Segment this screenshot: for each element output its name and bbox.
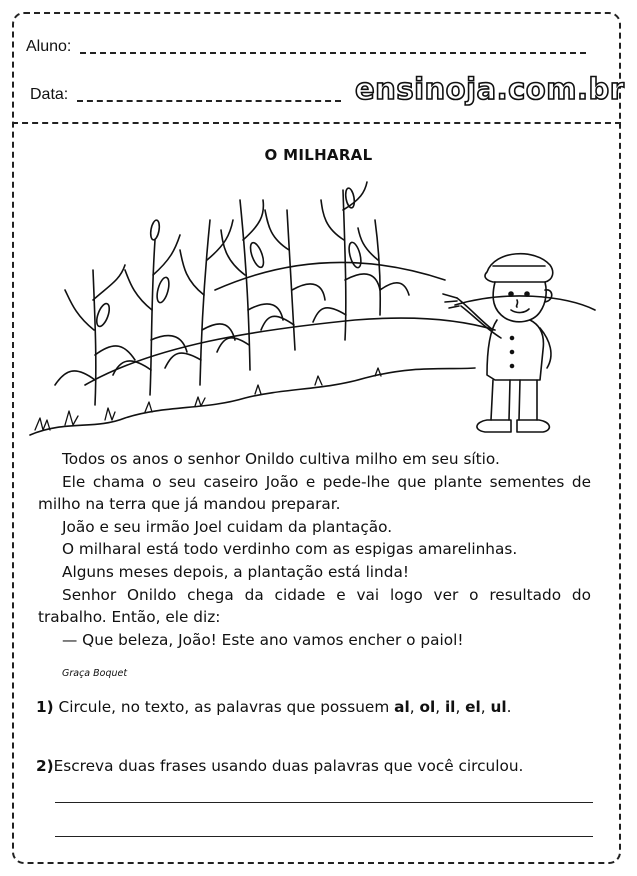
- student-name-field[interactable]: [80, 52, 586, 54]
- period: .: [506, 698, 512, 716]
- story-paragraph: Todos os anos o senhor Onildo cultiva milho em seu sítio.: [62, 450, 500, 468]
- story-paragraph: O milharal está todo verdinho com as espigas amarelinhas.: [62, 540, 518, 559]
- brand-logo: ensinoja.com.br: [355, 72, 625, 106]
- student-label: Aluno:: [26, 38, 72, 55]
- story-paragraph: Alguns meses depois, a plantação está linda!: [62, 562, 409, 581]
- syllable-ul: ul: [490, 698, 507, 716]
- story-paragraph: Ele chama o seu caseiro João e pede-lhe que plante sementes de milho na terra que já mandou preparar.: [38, 472, 591, 514]
- header-divider: [12, 122, 621, 124]
- separator: ,: [455, 698, 466, 716]
- hill-line-right: [455, 296, 595, 310]
- question-2: [36, 757, 523, 775]
- answer-line[interactable]: [55, 836, 593, 837]
- story-paragraph: João e seu irmão Joel cuidam da plantação.: [62, 517, 393, 536]
- syllable-il: il: [444, 698, 456, 716]
- separator: ,: [480, 698, 491, 716]
- separator: ,: [409, 698, 420, 716]
- date-field[interactable]: [77, 100, 341, 102]
- farmer-boy: [443, 254, 553, 432]
- answer-line[interactable]: [55, 802, 593, 803]
- author-credit: Graça Boquet: [62, 668, 128, 679]
- syllable-el: el: [465, 698, 481, 716]
- question-text: Escreva duas frases usando duas palavras que você circulou.: [53, 757, 524, 775]
- syllable-ol: ol: [419, 698, 436, 716]
- separator: ,: [435, 698, 445, 716]
- question-text: Circule, no texto, as palavras que possuem: [58, 698, 390, 716]
- story-paragraph: — Que beleza, João! Este ano vamos encher o paiol!: [62, 630, 464, 649]
- field-edge: [85, 318, 495, 385]
- question-number: 2): [36, 757, 54, 775]
- cornfield-illustration: [25, 180, 605, 445]
- hill-line: [215, 263, 445, 291]
- story-text: [38, 448, 591, 651]
- corn-stalks: [55, 182, 409, 405]
- question-1: [36, 698, 512, 716]
- page-title: O MILHARAL: [264, 146, 373, 164]
- date-label: Data:: [30, 86, 69, 103]
- question-number: 1): [36, 698, 54, 716]
- syllable-al: al: [394, 698, 410, 716]
- story-paragraph: Senhor Onildo chega da cidade e vai logo ver o resultado do trabalho. Então, ele diz:: [38, 585, 591, 627]
